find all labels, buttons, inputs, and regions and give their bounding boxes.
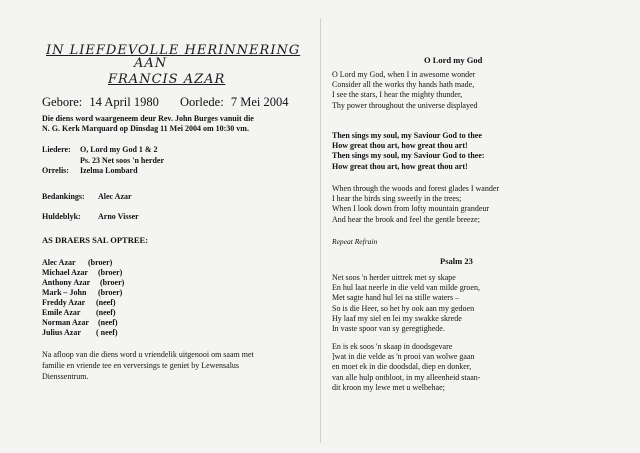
organist-value: Izelma Lombard [80,166,138,175]
closing-line3: Dienssentrum. [42,372,89,381]
thanks-value: Alec Azar [98,192,132,201]
tribute-value: Arno Visser [98,212,139,221]
bearer-row [42,328,118,337]
verse-line: In vaste spoor van sy geregtighede. [332,324,445,334]
psalm-verse1 [332,273,480,334]
verse-line: En is ek soos 'n skaap in doodsgevare [332,342,453,351]
verse-line: Net soos 'n herder uittrek met sy skape [332,273,456,282]
verse1 [332,70,478,111]
service-line2: N. G. Kerk Marquard op Dinsdag 11 Mei 2004 om 10:30 vm. [42,124,249,133]
closing-line2: familie en vriende tee en verversings te geniet by Lewensalus [42,361,240,370]
bearer-row [42,268,122,277]
page-fold-divider [320,18,321,443]
verse-line: And hear the brook and feel the gentle breeze; [332,214,480,224]
born-label: Gebore: [42,95,83,109]
verse-line: Met sagte hand hul lei na stille waters – [332,293,460,303]
heading-line2: AAN [134,56,168,71]
died-date: 7 Mei 2004 [230,95,289,109]
bearer-row [42,298,116,307]
heading-name: FRANCIS AZAR [108,72,226,87]
organist-label: Orrelis: [42,166,69,175]
hymn1-title: O Lord my God [424,55,483,65]
verse-line: O Lord my God, when I in awesome wonder [332,70,476,79]
bearer-name: Freddy Azar [42,298,86,307]
bearer-row [42,308,116,317]
service-line1: Die diens word waargeneem deur Rev. John Burges vanuit die [42,114,254,123]
verse-line: van alle hulp ontbloot, in my alleenheid staan- [332,372,481,382]
bearer-relation: (broer) [88,258,113,267]
repeat-refrain: Repeat Refrain [332,237,378,246]
bearers-heading: AS DRAERS SAL OPTREE: [42,235,149,245]
psalm-verse2 [332,342,480,393]
verse-line: I hear the birds sing sweetly in the trees; [332,194,462,204]
bearer-relation: ( neef) [96,328,118,337]
refrain-line: How great thou art, how great thou art! [332,161,468,171]
born-date: 14 April 1980 [89,95,159,109]
refrain-line: Then sings my soul, my Saviour God to thee: [332,151,485,161]
verse-line: En hul laat neerle in die veld van milde groen, [332,283,480,293]
bearer-relation: (broer) [100,278,125,287]
verse-line: en moet ek in die doodsdal, diep en donker, [332,362,472,372]
bearer-name: Mark – John [42,288,87,297]
verse-line: dit kroon my lewe met u welbehae; [332,382,445,392]
heading-line1: IN LIEFDEVOLLE HERINNERING [46,43,301,58]
bearer-relation: (broer) [98,268,123,277]
bearer-relation: (neef) [96,308,116,317]
hymn2-title: Psalm 23 [440,256,473,266]
tribute-label: Huldeblyk: [42,212,81,221]
bearer-row [42,258,112,267]
bearer-name: Michael Azar [42,268,88,277]
bearer-name: Julius Azar [42,328,81,337]
songs-value1: O, Lord my God 1 & 2 [80,145,158,154]
bearer-row [42,318,118,327]
bearer-name: Anthony Azar [42,278,91,287]
closing-line1: Na afloop van die diens word u vriendelik uitgenooi om saam met [42,350,254,359]
verse-line: I see the stars, I hear the mighty thunder, [332,90,463,100]
thanks-label: Bedankings: [42,192,85,201]
bearer-row [42,278,124,287]
dates-line [42,95,288,110]
bearer-relation: (neef) [98,318,118,327]
refrain [332,131,485,172]
bearer-relation: (neef) [96,298,116,307]
songs-value2: Ps. 23 Net soos 'n herder [80,156,164,165]
bearer-row [42,288,122,297]
refrain-line: How great thou art, how great thou art! [332,141,468,151]
songs-label: Liedere: [42,145,71,154]
bearer-name: Alec Azar [42,258,76,267]
verse-line: ]wat in die velde as 'n prooi van wolwe gaan [332,352,475,362]
bearer-name: Norman Azar [42,318,89,327]
bearer-relation: (broer) [98,288,123,297]
refrain-line: Then sings my soul, my Saviour God to thee [332,131,482,140]
verse-line: Thy power throughout the universe displayed [332,100,478,110]
verse-line: When I look down from lofty mountain grandeur [332,204,490,214]
verse-line: Consider all the works thy hands hath made, [332,80,475,90]
died-label: Oorlede: [179,95,224,109]
verse-line: So is die Heer, so het hy ook aan my gedoen [332,303,475,313]
bearer-name: Emile Azar [42,308,81,317]
verse-line: Hy laaf my siel en lei my swakke skrede [332,313,462,323]
verse2 [332,184,499,225]
verse-line: When through the woods and forest glades I wander [332,184,500,193]
